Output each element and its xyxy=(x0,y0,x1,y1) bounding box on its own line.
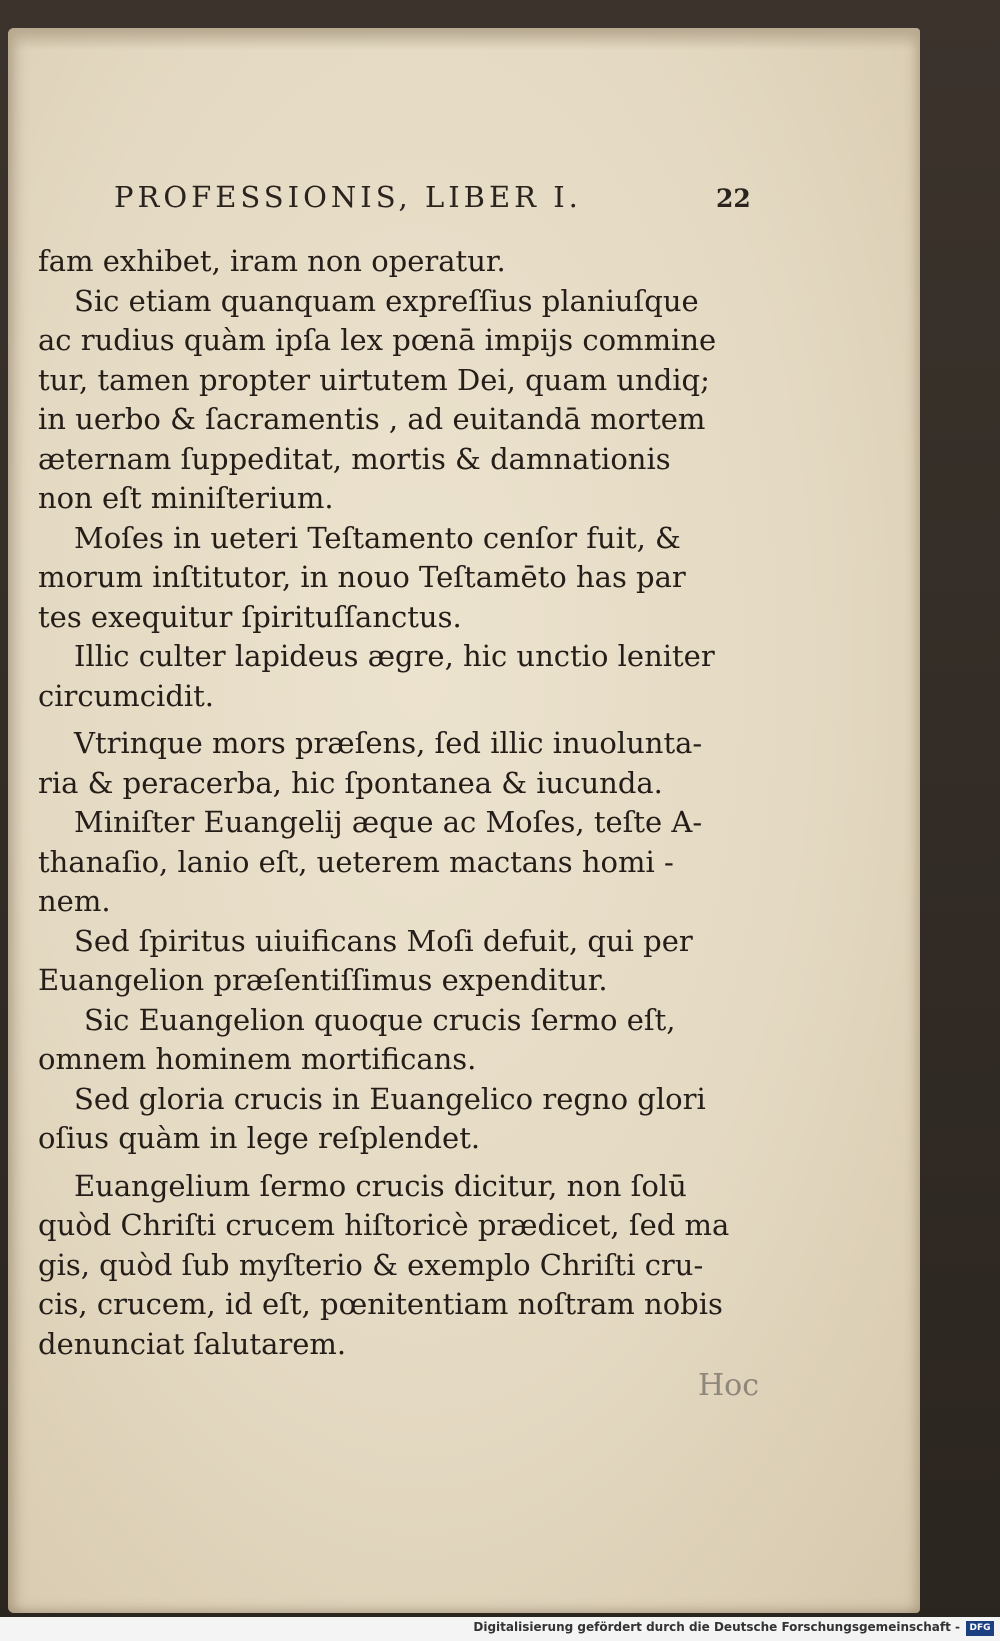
text-line: Sed gloria crucis in Euangelico regno glori xyxy=(74,1081,706,1116)
paragraph-gap xyxy=(38,1159,758,1167)
text-line: ria & peracerba, hic ſpontanea & iucunda. xyxy=(38,765,663,800)
text-line: denunciat ſalutarem. xyxy=(38,1326,347,1361)
text-line: nem. xyxy=(38,884,111,918)
text-line: Euangelion præſentiſſimus expenditur. xyxy=(38,963,608,997)
text-line: omnem hominem mortificans. xyxy=(38,1042,477,1076)
funding-credit: Digitalisierung gefördert durch die Deutsche Forschungsgemeinschaft - xyxy=(473,1620,960,1634)
text-line: Vtrinque mors præſens, ſed illic inuolunta- xyxy=(74,726,703,760)
running-title: PROFESSIONIS, LIBER I. xyxy=(114,180,582,214)
text-line: Sic etiam quanquam expreſſius planiuſque xyxy=(74,283,699,318)
text-line: æternam ſuppeditat, mortis & damnationis xyxy=(38,441,671,476)
text-line: oſius quàm in lege reſplendet. xyxy=(38,1121,481,1155)
body-text xyxy=(38,242,758,1364)
text-line: quòd Chriſti crucem hiſtoricè prædicet, ſed ma xyxy=(38,1208,730,1242)
text-line: Euangelium ſermo crucis dicitur, non ſolū xyxy=(74,1168,687,1203)
text-line: cis, crucem, id eſt, pœnitentiam noſtram nobis xyxy=(38,1287,723,1321)
book-page xyxy=(8,28,920,1613)
page-top-edge xyxy=(8,28,920,50)
text-line: tur, tamen propter uirtutem Dei, quam undiq; xyxy=(38,362,710,397)
text-line: Sed ſpiritus uiuificans Moſi defuit, qui per xyxy=(74,923,693,958)
text-line: ac rudius quàm ipſa lex pœnā impijs commine xyxy=(38,323,717,357)
text-line: Moſes in ueteri Teſtamento cenſor fuit, & xyxy=(74,520,681,555)
text-line: morum inſtitutor, in nouo Teſtamēto has par xyxy=(38,560,686,594)
page-header xyxy=(104,160,754,220)
text-line: Sic Euangelion quoque crucis ſermo eſt, xyxy=(84,1002,676,1037)
text-line: Miniſter Euangelij æque ac Moſes, teſte A- xyxy=(74,805,703,839)
folio-number: 22 xyxy=(716,184,751,213)
text-line: gis, quòd ſub myſterio & exemplo Chriſti cru- xyxy=(38,1247,704,1282)
text-line: thanaſio, lanio eſt, ueterem mactans homi - xyxy=(38,844,674,879)
text-line: tes exequitur ſpirituſſanctus. xyxy=(38,599,462,634)
paragraph-gap xyxy=(38,716,758,724)
text-line: circumcidit. xyxy=(38,678,215,713)
footer-bar xyxy=(0,1617,1000,1641)
text-line: Illic culter lapideus ægre, hic unctio leniter xyxy=(74,639,715,673)
dfg-logo-icon: DFG xyxy=(966,1621,994,1636)
text-line: in uerbo & ſacramentis , ad euitandā mortem xyxy=(38,402,706,436)
text-line: fam exhibet, iram non operatur. xyxy=(38,244,506,278)
catchword: Hoc xyxy=(698,1368,760,1403)
text-line: non eſt miniſterium. xyxy=(38,481,334,515)
